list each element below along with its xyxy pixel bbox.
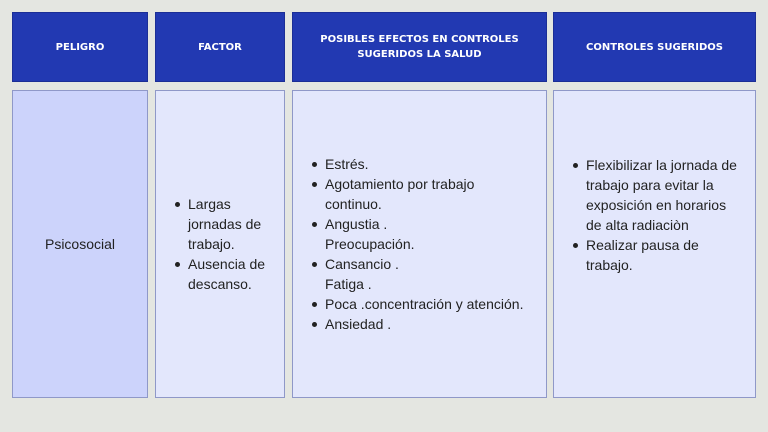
cell-controles xyxy=(553,90,756,398)
controles-list xyxy=(554,155,755,275)
list-item: Agotamiento por trabajo continuo. xyxy=(325,174,523,214)
list-item: Poca .concentración y atención. xyxy=(325,296,524,312)
cell-factor xyxy=(155,90,285,398)
list-item: Flexibilizar la jornada de trabajo para evitar la exposición en horarios de alta radiaciòn xyxy=(586,155,755,235)
list-item: Ansiedad . xyxy=(325,314,523,334)
cell-peligro xyxy=(12,90,148,398)
peligro-value: Psicosocial xyxy=(44,236,116,252)
list-item: Realizar pausa de trabajo. xyxy=(586,235,755,275)
header-controles-label: CONTROLES SUGERIDOS xyxy=(586,41,723,53)
list-item: Ausencia de descanso. xyxy=(188,256,266,292)
efectos-list xyxy=(293,154,523,334)
header-factor xyxy=(155,12,285,82)
header-peligro-label: PELIGRO xyxy=(55,41,105,53)
list-item: Estrés. xyxy=(325,154,523,174)
header-efectos xyxy=(292,12,547,82)
list-item: Cansancio . Fatiga . xyxy=(325,254,523,294)
header-controles xyxy=(553,12,756,82)
cell-efectos xyxy=(292,90,547,398)
factor-list xyxy=(156,194,265,294)
list-item: Angustia . Preocupación. xyxy=(325,214,523,254)
header-factor-label: FACTOR xyxy=(198,41,242,53)
list-item: Largas jornadas de trabajo. xyxy=(188,194,265,254)
header-peligro xyxy=(12,12,148,82)
header-efectos-label: POSIBLES EFECTOS EN CONTROLES SUGERIDOS LA SALUD xyxy=(320,34,519,60)
